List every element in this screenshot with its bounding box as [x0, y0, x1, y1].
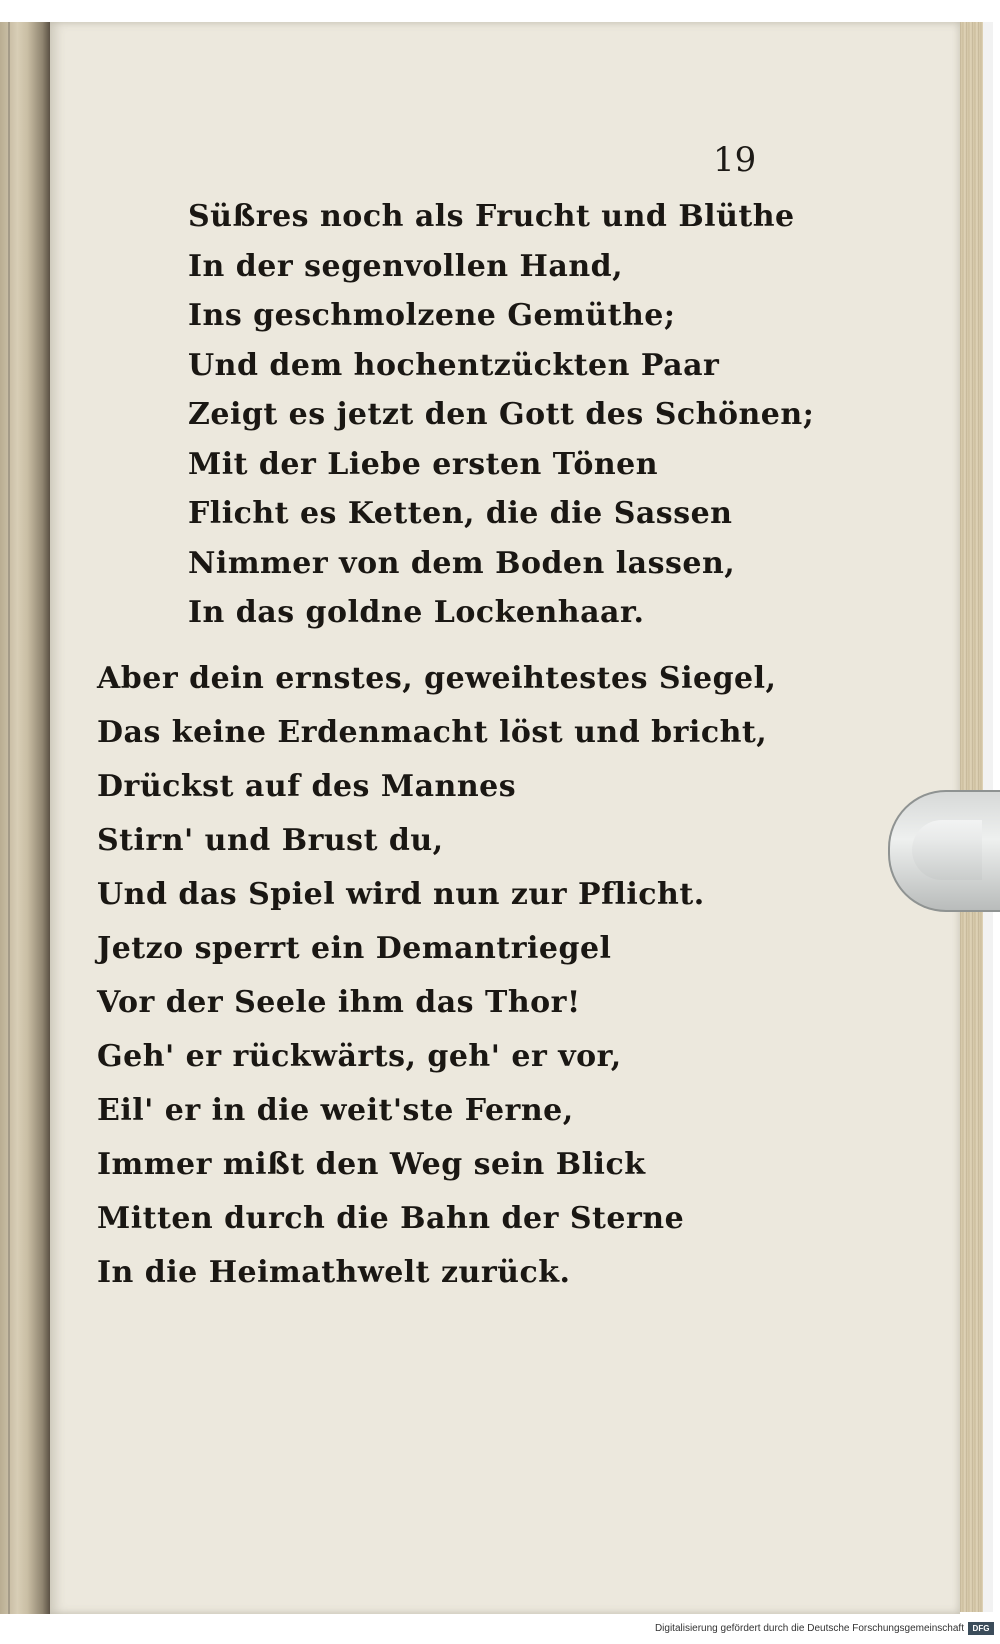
poem-line: Süßres noch als Frucht und Blüthe: [188, 199, 795, 234]
footer: [0, 1614, 1000, 1644]
poem-line: Das keine Erdenmacht löst und bricht,: [97, 715, 768, 750]
page-clip: [888, 790, 1000, 912]
poem-line: Immer mißt den Weg sein Blick: [97, 1147, 646, 1182]
poem-line: Jetzo sperrt ein Demantriegel: [97, 931, 612, 966]
stanza-2: [97, 652, 776, 1300]
poem-line: Aber dein ernstes, geweihtestes Siegel,: [97, 661, 777, 696]
poem-line: Flicht es Ketten, die die Sassen: [188, 496, 733, 531]
dfg-logo: DFG: [968, 1622, 994, 1635]
poem-line: Mitten durch die Bahn der Sterne: [97, 1201, 685, 1236]
poem-line: Vor der Seele ihm das Thor!: [97, 985, 581, 1020]
stanza-1: [188, 192, 814, 638]
poem-line: In die Heimathwelt zurück.: [97, 1255, 571, 1290]
funding-credit: Digitalisierung gefördert durch die Deutsche Forschungsgemeinschaft: [654, 1623, 964, 1634]
poem-line: Und dem hochentzückten Paar: [188, 347, 720, 383]
poem-line: Ins geschmolzene Gemüthe;: [188, 298, 676, 333]
page-number: 19: [713, 140, 757, 180]
poem-line: In der segenvollen Hand,: [188, 248, 624, 284]
poem-line: Mit der Liebe ersten Tönen: [188, 446, 659, 482]
poem-line: In das goldne Lockenhaar.: [188, 595, 645, 630]
poem-line: Stirn' und Brust du,: [97, 823, 444, 858]
poem-line: Nimmer von dem Boden lassen,: [188, 545, 736, 581]
poem-line: Und das Spiel wird nun zur Pflicht.: [97, 877, 705, 912]
previous-page-edge: [0, 22, 50, 1622]
poem-line: Geh' er rückwärts, geh' er vor,: [97, 1039, 622, 1074]
poem-line: Drückst auf des Mannes: [97, 769, 517, 804]
poem-line: Eil' er in die weit'ste Ferne,: [97, 1093, 574, 1128]
poem-line: Zeigt es jetzt den Gott des Schönen;: [188, 397, 815, 432]
